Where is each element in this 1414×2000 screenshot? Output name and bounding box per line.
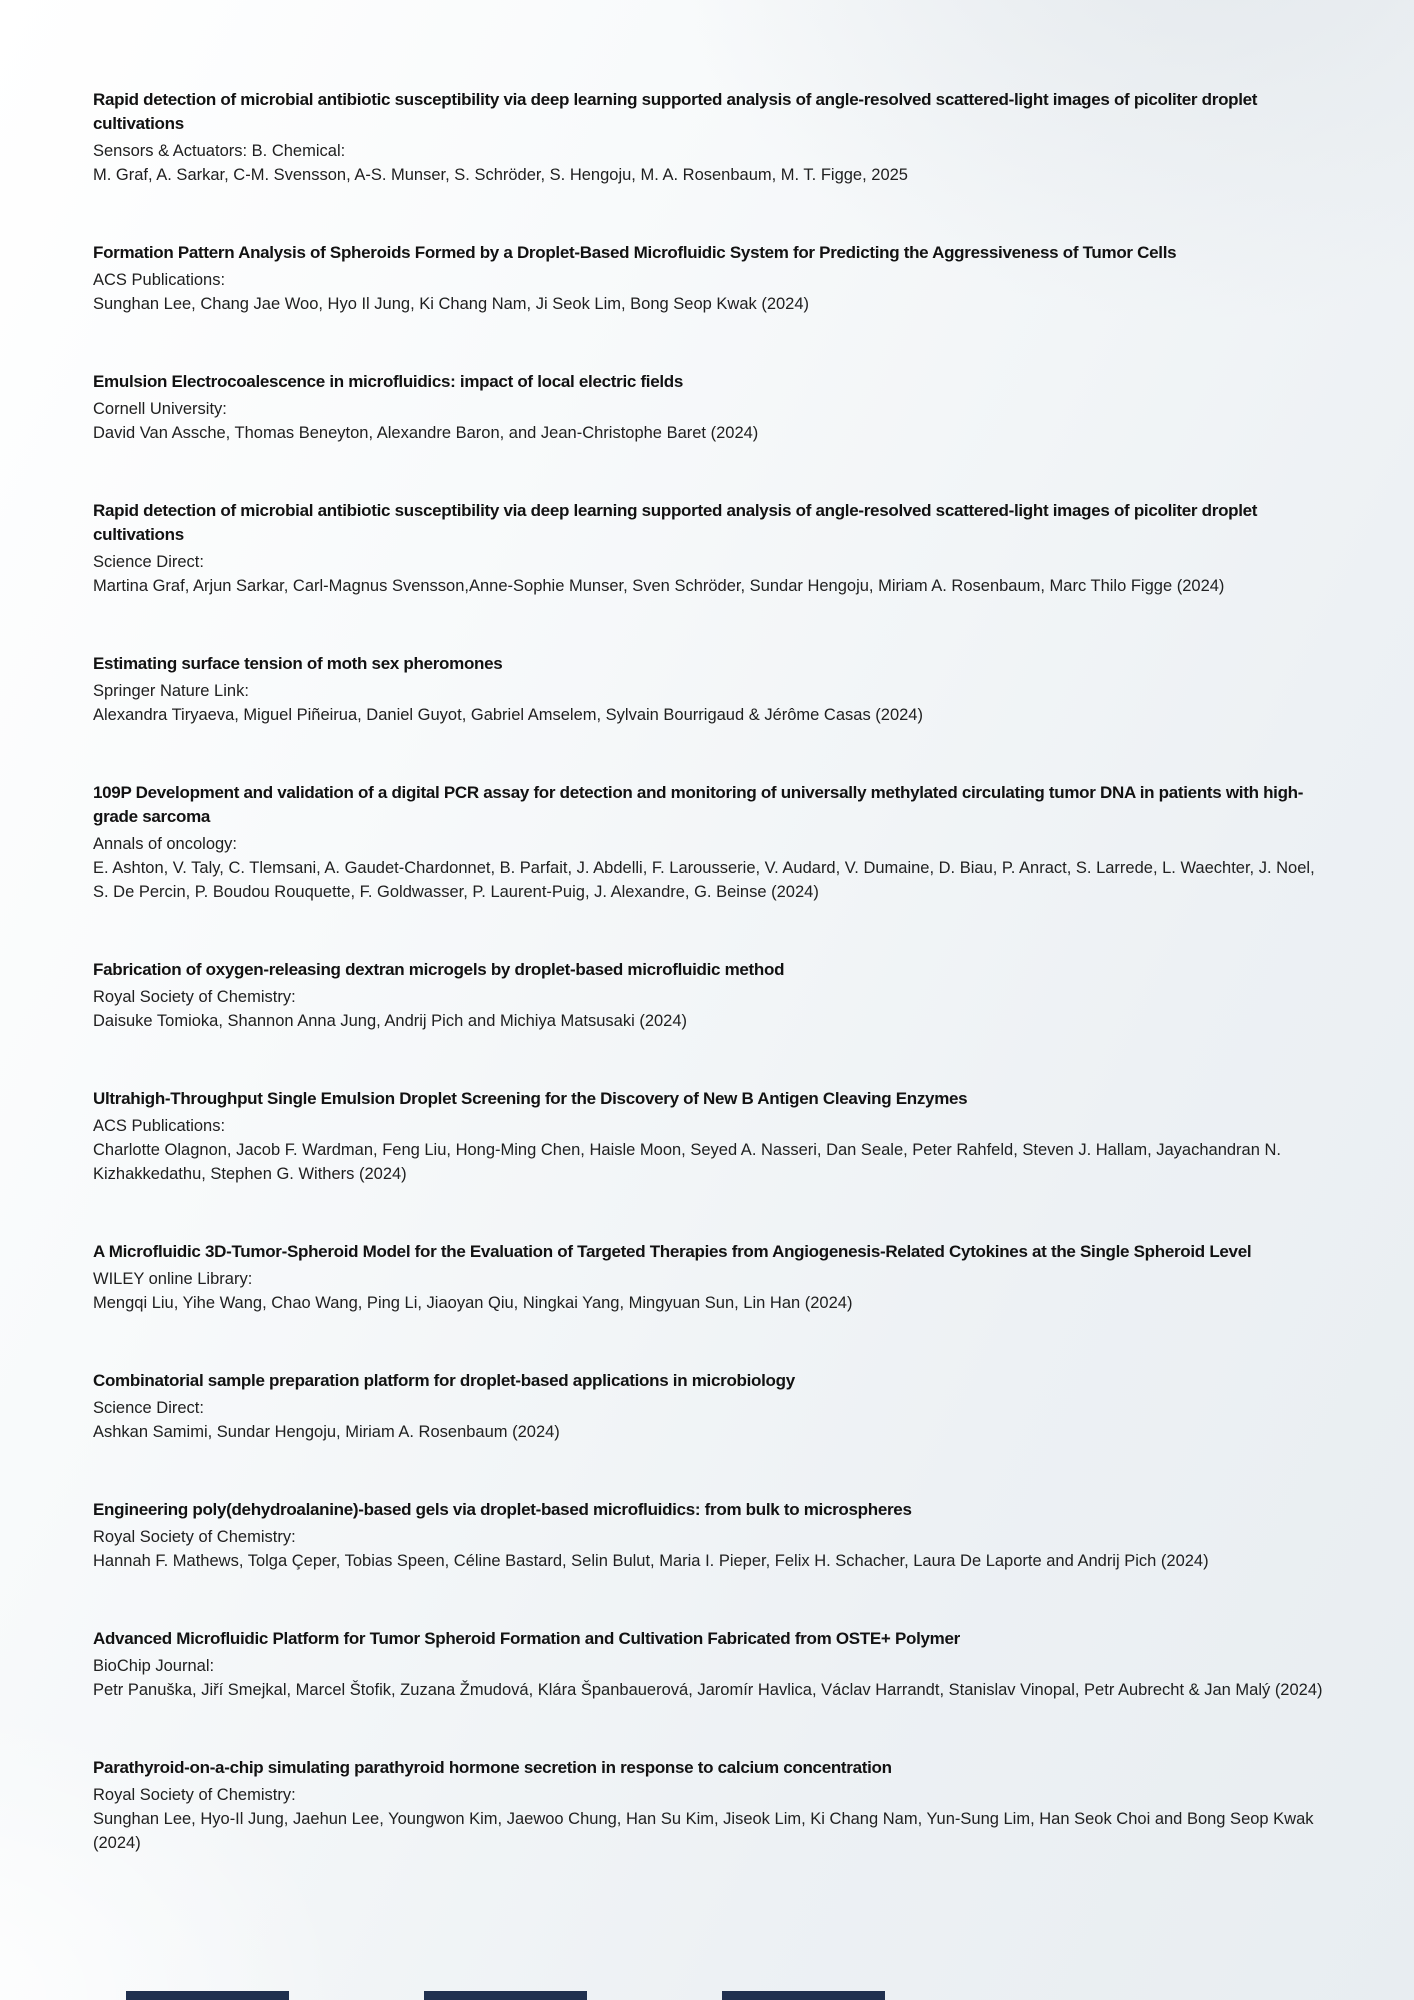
publication-list [93, 88, 1325, 1855]
publication-authors: Hannah F. Mathews, Tolga Çeper, Tobias Speen, Céline Bastard, Selin Bulut, Maria I. Pieper, Felix H. Schacher, Laura De Laporte and Andrij Pich (2024) [93, 1552, 1209, 1570]
publication-source: Royal Society of Chemistry: [93, 988, 296, 1006]
publication-source: Sensors & Actuators: B. Chemical: [93, 142, 346, 160]
publication-entry [93, 1627, 1325, 1702]
publication-authors: E. Ashton, V. Taly, C. Tlemsani, A. Gaudet-Chardonnet, B. Parfait, J. Abdelli, F. Larousserie, V. Audard, V. Dumaine, D. Biau, P. Anract, S. Larrede, L. Waechter, J. Noel, S. De Percin, P. Boudou Rouquette, F. Goldwasser, P. Laurent-Puig, J. Alexandre, G. Beinse (2024) [93, 859, 1315, 901]
publication-entry [93, 1498, 1325, 1573]
publication-entry [93, 652, 1325, 727]
publication-title: Combinatorial sample preparation platform for droplet-based applications in microbiology [93, 1371, 795, 1390]
publication-title: Engineering poly(dehydroalanine)-based gels via droplet-based microfluidics: from bulk to microspheres [93, 1500, 912, 1519]
publication-title: Emulsion Electrocoalescence in microfluidics: impact of local electric fields [93, 372, 684, 391]
publication-authors: Charlotte Olagnon, Jacob F. Wardman, Feng Liu, Hong-Ming Chen, Haisle Moon, Seyed A. Nasseri, Dan Seale, Peter Rahfeld, Steven J. Hallam, Jayachandran N. Kizhakkedathu, Stephen G. Withers (2024) [93, 1141, 1281, 1183]
publication-title: Rapid detection of microbial antibiotic susceptibility via deep learning supported analysis of angle-resolved scattered-light images of picoliter droplet cultivations [93, 90, 1258, 133]
footer-card-edge [722, 1991, 885, 2000]
publication-entry [93, 1087, 1325, 1186]
publication-title: Estimating surface tension of moth sex pheromones [93, 654, 503, 673]
publication-entry [93, 370, 1325, 445]
footer-card-edge [126, 1991, 289, 2000]
publication-source: Annals of oncology: [93, 835, 238, 853]
publication-source: Royal Society of Chemistry: [93, 1786, 296, 1804]
publication-source: Springer Nature Link: [93, 682, 249, 700]
publication-entry [93, 88, 1325, 187]
publication-authors: M. Graf, A. Sarkar, C-M. Svensson, A-S. Munser, S. Schröder, S. Hengoju, M. A. Rosenbaum, M. T. Figge, 2025 [93, 166, 908, 184]
publication-entry [93, 499, 1325, 598]
publication-entry [93, 958, 1325, 1033]
publication-source: Royal Society of Chemistry: [93, 1528, 296, 1546]
publication-source: ACS Publications: [93, 271, 226, 289]
publication-title: Advanced Microfluidic Platform for Tumor Spheroid Formation and Cultivation Fabricated from OSTE+ Polymer [93, 1629, 960, 1648]
publication-source: Science Direct: [93, 553, 204, 571]
publication-source: WILEY online Library: [93, 1270, 253, 1288]
footer-card-edges [0, 1991, 1414, 2000]
publication-title: Parathyroid-on-a-chip simulating parathyroid hormone secretion in response to calcium concentration [93, 1758, 892, 1777]
publication-authors: Martina Graf, Arjun Sarkar, Carl-Magnus Svensson,Anne-Sophie Munser, Sven Schröder, Sundar Hengoju, Miriam A. Rosenbaum, Marc Thilo Figge (2024) [93, 577, 1225, 595]
publication-entry [93, 1240, 1325, 1315]
publication-authors: Mengqi Liu, Yihe Wang, Chao Wang, Ping Li, Jiaoyan Qiu, Ningkai Yang, Mingyuan Sun, Lin Han (2024) [93, 1294, 853, 1312]
publication-title: 109P Development and validation of a digital PCR assay for detection and monitoring of universally methylated circulating tumor DNA in patients with high-grade sarcoma [93, 783, 1304, 826]
publication-entry [93, 1756, 1325, 1855]
publication-source: Science Direct: [93, 1399, 204, 1417]
publication-title: Formation Pattern Analysis of Spheroids Formed by a Droplet-Based Microfluidic System for Predicting the Aggressiveness of Tumor Cells [93, 243, 1177, 262]
publication-title: A Microfluidic 3D-Tumor-Spheroid Model for the Evaluation of Targeted Therapies from Angiogenesis-Related Cytokines at the Single Spheroid Level [93, 1242, 1252, 1261]
publication-authors: Petr Panuška, Jiří Smejkal, Marcel Štofik, Zuzana Žmudová, Klára Španbauerová, Jaromír Havlica, Václav Harrandt, Stanislav Vinopal, Petr Aubrecht & Jan Malý (2024) [93, 1681, 1323, 1699]
publication-authors: David Van Assche, Thomas Beneyton, Alexandre Baron, and Jean-Christophe Baret (2024) [93, 424, 759, 442]
publication-entry [93, 781, 1325, 904]
publication-entry [93, 1369, 1325, 1444]
publication-title: Ultrahigh-Throughput Single Emulsion Droplet Screening for the Discovery of New B Antigen Cleaving Enzymes [93, 1089, 968, 1108]
publication-authors: Daisuke Tomioka, Shannon Anna Jung, Andrij Pich and Michiya Matsusaki (2024) [93, 1012, 688, 1030]
publication-entry [93, 241, 1325, 316]
publication-authors: Alexandra Tiryaeva, Miguel Piñeirua, Daniel Guyot, Gabriel Amselem, Sylvain Bourrigaud & Jérôme Casas (2024) [93, 706, 923, 724]
publication-title: Rapid detection of microbial antibiotic susceptibility via deep learning supported analysis of angle-resolved scattered-light images of picoliter droplet cultivations [93, 501, 1258, 544]
publication-source: Cornell University: [93, 400, 227, 418]
publication-authors: Sunghan Lee, Hyo-Il Jung, Jaehun Lee, Youngwon Kim, Jaewoo Chung, Han Su Kim, Jiseok Lim, Ki Chang Nam, Yun-Sung Lim, Han Seok Choi and Bong Seop Kwak (2024) [93, 1810, 1314, 1852]
publication-authors: Sunghan Lee, Chang Jae Woo, Hyo Il Jung, Ki Chang Nam, Ji Seok Lim, Bong Seop Kwak (2024) [93, 295, 810, 313]
footer-card-edge [424, 1991, 587, 2000]
publication-authors: Ashkan Samimi, Sundar Hengoju, Miriam A. Rosenbaum (2024) [93, 1423, 560, 1441]
publication-source: BioChip Journal: [93, 1657, 215, 1675]
publication-title: Fabrication of oxygen-releasing dextran microgels by droplet-based microfluidic method [93, 960, 785, 979]
publication-source: ACS Publications: [93, 1117, 226, 1135]
